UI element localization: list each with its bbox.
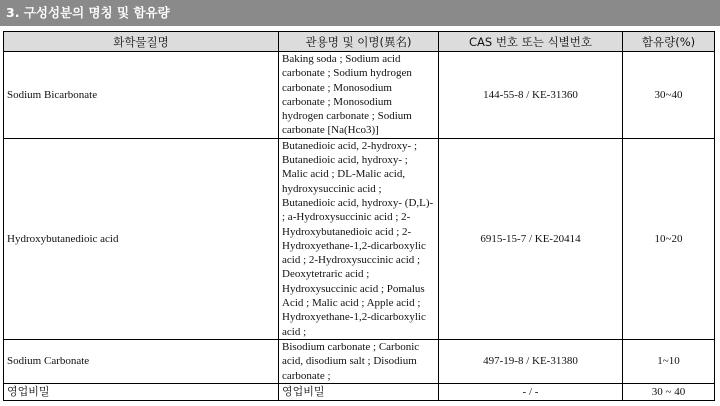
content-cell: 10~20 (623, 138, 715, 339)
content-cell: 30 ~ 40 (623, 383, 715, 400)
header-cas-number: CAS 번호 또는 식별번호 (439, 32, 623, 52)
table-row (4, 383, 715, 400)
content-cell: 30~40 (623, 52, 715, 139)
synonyms-cell: Butanedioic acid, 2-hydroxy- ; Butanedioic acid, hydroxy- ; Malic acid ; DL-Malic acid, hydroxysuccinic acid ; Butanedioic acid, hydroxy- (D,L)- ; a-Hydroxysuccinic acid ; 2-Hydroxybutanedioic acid ; 2-Hydroxyethane-1,2-dicarboxylic acid ; 2-Hydroxysuccinic acid ; Deoxytetraric acid ; Hydroxysuccinic acid ; Pomalus Acid ; Malic acid ; Apple acid ; Hydroxyethane-1,2-dicarboxylic acid ; (279, 138, 439, 339)
chemical-name-cell: Sodium Bicarbonate (4, 52, 279, 139)
synonyms-cell: Bisodium carbonate ; Carbonic acid, disodium salt ; Disodium carbonate ; (279, 339, 439, 383)
cas-number-cell: - / - (439, 383, 623, 400)
table-header-row (4, 32, 715, 52)
chemical-name-cell: Sodium Carbonate (4, 339, 279, 383)
table-row (4, 138, 715, 339)
synonyms-cell: 영업비밀 (279, 383, 439, 400)
composition-table (3, 31, 715, 401)
section-title: 3. 구성성분의 명칭 및 함유량 (0, 0, 720, 26)
table-row (4, 339, 715, 383)
header-content: 함유량(%) (623, 32, 715, 52)
table-row (4, 52, 715, 139)
cas-number-cell: 144-55-8 / KE-31360 (439, 52, 623, 139)
chemical-name-cell: Hydroxybutanedioic acid (4, 138, 279, 339)
cas-number-cell: 6915-15-7 / KE-20414 (439, 138, 623, 339)
header-chemical-name: 화학물질명 (4, 32, 279, 52)
content-cell: 1~10 (623, 339, 715, 383)
chemical-name-cell: 영업비밀 (4, 383, 279, 400)
cas-number-cell: 497-19-8 / KE-31380 (439, 339, 623, 383)
synonyms-cell: Baking soda ; Sodium acid carbonate ; Sodium hydrogen carbonate ; Monosodium carbonate ; Monosodium hydrogen carbonate ; Sodium carbonate [Na(Hco3)] (279, 52, 439, 139)
header-common-name: 관용명 및 이명(異名) (279, 32, 439, 52)
